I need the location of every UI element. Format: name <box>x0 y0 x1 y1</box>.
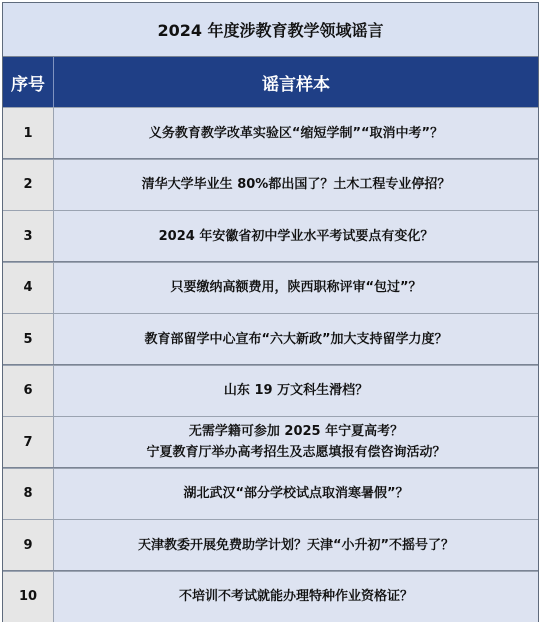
rumor-line: 无需学籍可参加 2025 年宁夏高考？ <box>188 424 404 439</box>
rumor-line: 不培训不考试就能办理特种作业资格证？ <box>178 589 413 604</box>
row-rumor-text <box>54 107 538 158</box>
row-rumor-text <box>54 365 538 416</box>
table-row <box>3 262 538 313</box>
table-row <box>3 313 538 364</box>
row-number: 1 <box>3 107 54 158</box>
row-rumor-text <box>54 159 538 210</box>
rumor-line: 清华大学毕业生 80%都出国了？土木工程专业停招？ <box>141 177 451 192</box>
row-rumor-text <box>54 210 538 261</box>
table-row <box>3 571 538 622</box>
row-number: 3 <box>3 210 54 261</box>
row-rumor-text <box>54 262 538 313</box>
row-rumor-text <box>54 313 538 364</box>
table-row <box>3 416 538 467</box>
row-number: 5 <box>3 313 54 364</box>
header-number: 序号 <box>3 57 54 107</box>
rumor-line: 义务教育教学改革实验区“缩短学制”“取消中考”？ <box>148 125 444 141</box>
header-sample: 谣言样本 <box>54 57 538 107</box>
row-number: 2 <box>3 159 54 210</box>
row-number: 8 <box>3 468 54 519</box>
rumor-line: 天津教委开展免费助学计划？天津“小升初”不摇号了？ <box>137 537 455 553</box>
table-row <box>3 159 538 210</box>
table-row <box>3 365 538 416</box>
table-title: 2024 年度涉教育教学领域谣言 <box>3 3 538 57</box>
row-number: 9 <box>3 519 54 570</box>
row-number: 6 <box>3 365 54 416</box>
table-row <box>3 519 538 570</box>
row-rumor-text <box>54 571 538 622</box>
rumor-line: 只要缴纳高额费用，陕西职称评审“包过”？ <box>170 280 422 295</box>
row-rumor-text <box>54 519 538 570</box>
rumor-line: 宁夏教育厅举办高考招生及志愿填报有偿咨询活动？ <box>146 445 446 460</box>
rumor-table <box>2 2 539 622</box>
row-number: 7 <box>3 416 54 467</box>
table-row <box>3 107 538 158</box>
row-rumor-text <box>54 416 538 467</box>
row-rumor-text <box>54 468 538 519</box>
row-number: 4 <box>3 262 54 313</box>
table-row <box>3 468 538 519</box>
rumor-line: 2024 年安徽省初中学业水平考试要点有变化？ <box>158 228 434 244</box>
table-row <box>3 210 538 261</box>
rumor-line: 教育部留学中心宣布“六大新政”加大支持留学力度？ <box>144 331 448 347</box>
row-number: 10 <box>3 571 54 622</box>
rumor-line: 山东 19 万文科生滑档？ <box>223 383 369 398</box>
rumor-line: 湖北武汉“部分学校试点取消寒暑假”？ <box>183 486 409 501</box>
